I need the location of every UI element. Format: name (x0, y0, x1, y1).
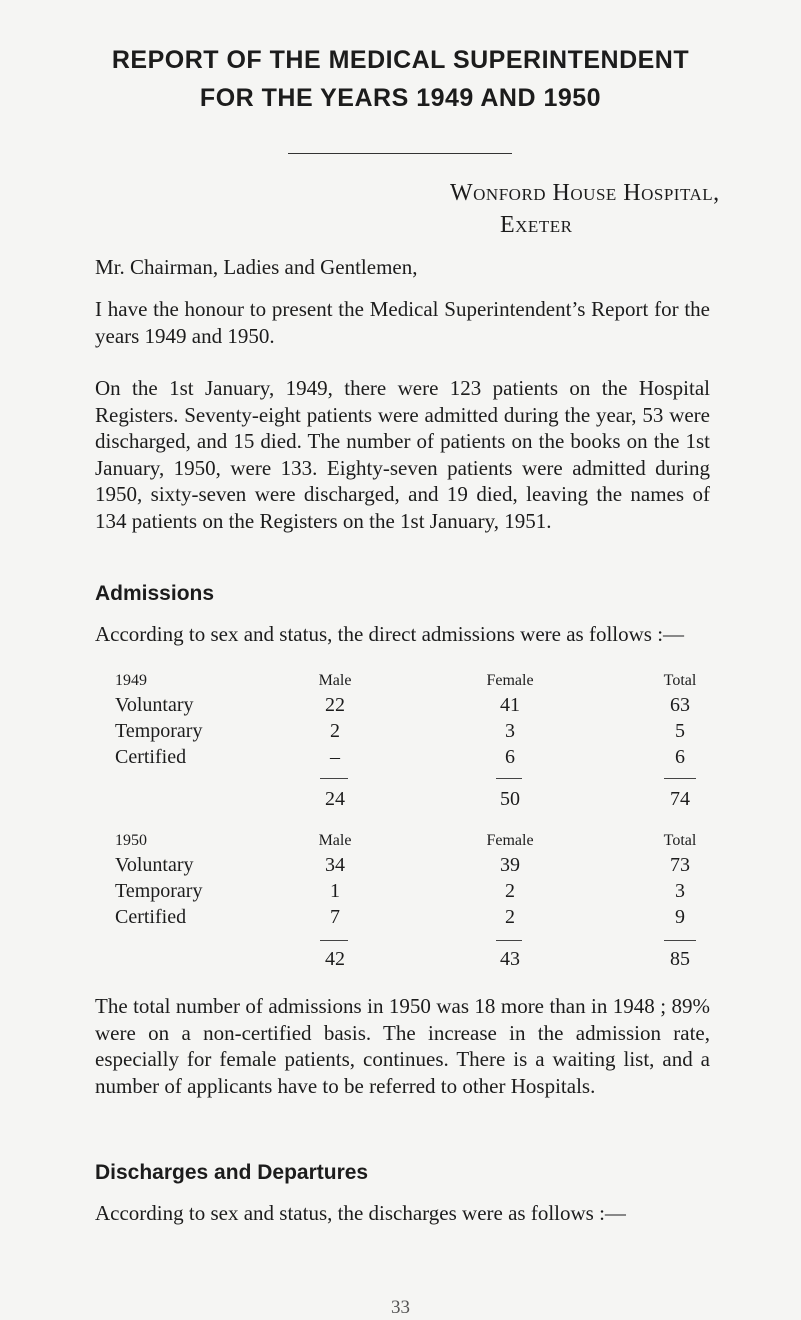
address-line-1: Wonford House Hospital, (450, 180, 720, 206)
row-label-temporary: Temporary (115, 880, 203, 902)
total-male: 42 (325, 948, 345, 970)
admissions-intro: According to sex and status, the direct admissions were as follows :— (95, 622, 685, 646)
cell-female: 41 (500, 694, 520, 716)
cell-male: – (330, 746, 340, 768)
header-total: Total (663, 672, 697, 689)
title-line-1: REPORT OF THE MEDICAL SUPERINTENDENT (111, 46, 690, 74)
sum-rule (664, 940, 696, 941)
total-total: 74 (670, 788, 690, 810)
admissions-heading: Admissions (95, 582, 215, 605)
cell-male: 22 (325, 694, 345, 716)
cell-male: 7 (330, 906, 340, 928)
discharges-heading: Discharges and Departures (95, 1161, 369, 1184)
cell-female: 6 (505, 746, 515, 768)
header-female: Female (486, 672, 534, 689)
sum-rule (496, 778, 522, 779)
cell-total: 3 (675, 880, 685, 902)
sum-rule (320, 940, 348, 941)
page-number: 33 (391, 1297, 410, 1318)
table-year-1950: 1950 (115, 832, 147, 849)
salutation: Mr. Chairman, Ladies and Gentlemen, (95, 255, 418, 279)
census-paragraph: On the 1st January, 1949, there were 123 patients on the Hospital Registers. Seventy-eight patients were admitted during the year, 53 were discharged, and 15 died. The number of patients on the books on the 1st January, 1950, were 133. Eighty-seven patients were admitted during 1950, sixty-seven were discharged, and 19 died, leaving the names of 134 patients on the Registers on the 1st January, 1951. (95, 376, 710, 533)
title-line-2: FOR THE YEARS 1949 AND 1950 (199, 84, 602, 112)
cell-female: 3 (505, 720, 515, 742)
row-label-voluntary: Voluntary (115, 694, 194, 716)
cell-total: 6 (675, 746, 685, 768)
table-year-1949: 1949 (115, 672, 147, 689)
row-label-certified: Certified (115, 906, 187, 928)
address-line-2: Exeter (500, 212, 573, 238)
cell-male: 2 (330, 720, 340, 742)
cell-female: 2 (505, 906, 515, 928)
cell-total: 63 (670, 694, 690, 716)
sum-rule (664, 778, 696, 779)
cell-female: 39 (500, 854, 520, 876)
admissions-summary: The total number of admissions in 1950 was 18 more than in 1948 ; 89% were on a non-certified basis. The increase in the admission rate, especially for female patients, continues. There is a waiting list, and a number of applicants have to be referred to other Hospitals. (95, 994, 710, 1098)
total-male: 24 (325, 788, 345, 810)
total-total: 85 (670, 948, 690, 970)
row-label-certified: Certified (115, 746, 187, 768)
discharges-intro: According to sex and status, the discharges were as follows :— (95, 1201, 626, 1225)
cell-total: 5 (675, 720, 685, 742)
title-divider (288, 153, 512, 154)
cell-total: 9 (675, 906, 685, 928)
row-label-temporary: Temporary (115, 720, 203, 742)
intro-paragraph: I have the honour to present the Medical Superintendent’s Report for the years 1949 and 1950. (95, 297, 710, 348)
cell-female: 2 (505, 880, 515, 902)
header-female: Female (486, 832, 534, 849)
header-total: Total (663, 832, 697, 849)
total-female: 50 (500, 788, 520, 810)
header-male: Male (318, 832, 352, 849)
header-male: Male (318, 672, 352, 689)
cell-male: 1 (330, 880, 340, 902)
sum-rule (320, 778, 348, 779)
sum-rule (496, 940, 522, 941)
cell-total: 73 (670, 854, 690, 876)
row-label-voluntary: Voluntary (115, 854, 194, 876)
cell-male: 34 (325, 854, 345, 876)
total-female: 43 (500, 948, 520, 970)
